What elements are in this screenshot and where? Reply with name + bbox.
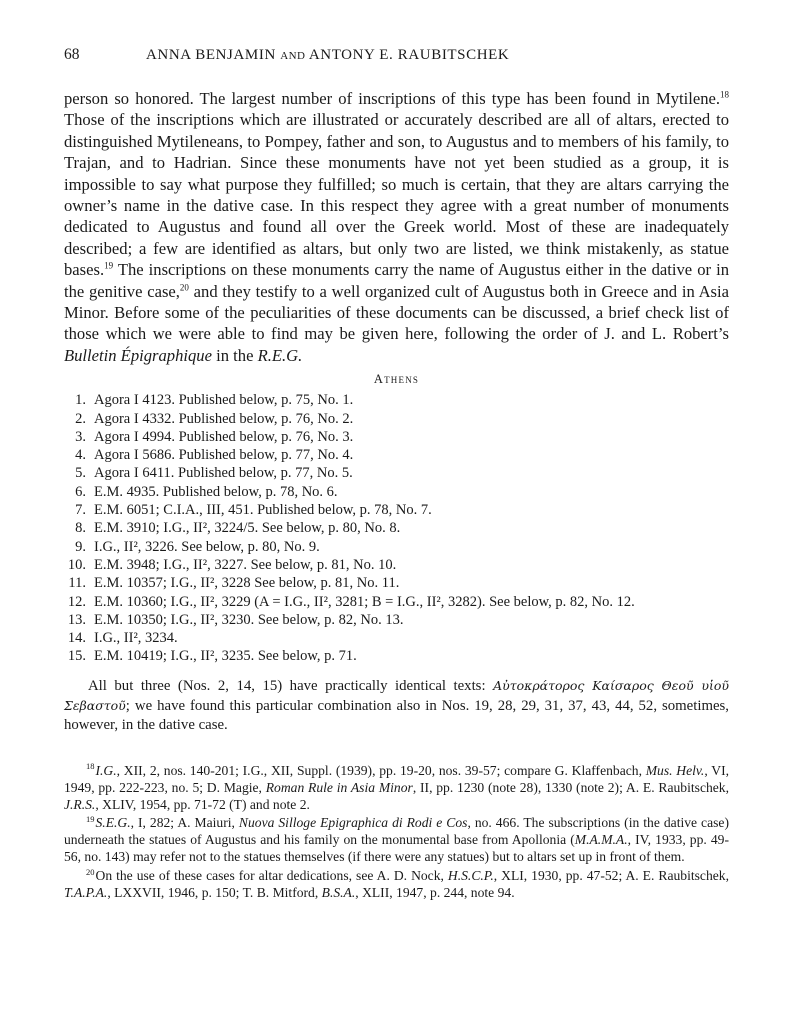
body-text-5: in the (211, 345, 258, 365)
footnote-number: 20 (86, 866, 95, 877)
running-head-author-2: ANTONY E. RAUBITSCHEK (308, 47, 510, 63)
footnote-text: , LXXVII, 1946, p. 150; T. B. Mitford, (107, 885, 322, 901)
checklist-item-text: Agora I 6411. Published below, p. 77, No. 5. (94, 465, 353, 482)
checklist-item (64, 446, 729, 464)
checklist-item-number: 3. (75, 428, 86, 445)
footnote-text: , I, 282; A. Maiuri, (130, 815, 239, 831)
checklist-item-number: 11. (68, 575, 86, 592)
checklist-item-number: 14. (67, 630, 86, 647)
body-text-2: Those of the inscriptions which are illustrated or accurately described are all of altars, erected to distinguished Mytileneans, to Pompey, father and son, to Augustus and to members of his family, to Trajan, and to Hadrian. Since these monuments have not yet been studied as a group, it is impossible to say what purpose they fulfilled; so much is certain, that they are altars carrying the owner’s name in the dative case. In this respect they agree with a great number of monuments dedicated to Augustus and found all over the Greek world. Most of these are inadequately described; a few are identified as altars, but only two are listed, we think mistakenly, as statue bases. (64, 110, 729, 280)
checklist-item-text: E.M. 4935. Published below, p. 78, No. 6. (94, 483, 338, 500)
footnote-text: , XLII, 1947, p. 244, note 94. (355, 885, 515, 901)
checklist-item (64, 647, 729, 665)
checklist-item-number: 7. (75, 502, 86, 519)
summary-text-1: All but three (Nos. 2, 14, 15) have practically identical texts: (88, 677, 494, 694)
footnote-20 (64, 868, 729, 902)
footnote-citation: M.A.M.A. (574, 832, 628, 848)
footnote-text: , XII, 2, nos. 140-201; I.G., XII, Suppl. (1939), pp. 19-20, nos. 39-57; compare G. Klaffenbach, (116, 762, 646, 778)
greek-inscription-text: Αὐτοκράτορος Καίσαρος Θεοῦ υἱοῦ Σεβαστοῦ (64, 677, 729, 713)
checklist-item-text: Agora I 5686. Published below, p. 77, No. 4. (94, 447, 354, 464)
page-header (64, 46, 729, 76)
body-text-4: and they testify to a well organized cult of Augustus both in Greece and in Asia Minor. Before some of the peculiarities of these documents can be discussed, a brief check list of those which we were able to find may be given here, following the order of J. and L. Robert’s (64, 281, 729, 344)
running-head (146, 47, 509, 64)
checklist-item-text: I.G., II², 3234. (94, 630, 178, 647)
checklist (64, 391, 729, 665)
page (64, 46, 729, 904)
footnote-number: 18 (86, 761, 95, 772)
journal-title-bulletin: Bulletin Épigraphique (64, 345, 212, 365)
checklist-item (64, 501, 729, 519)
checklist-item (64, 391, 729, 409)
checklist-item-text: Agora I 4332. Published below, p. 76, No. 2. (94, 410, 354, 427)
footnote-text: , no. 466. The subscriptions (in the dative case) underneath the statues of Augustus and his family on the monumental base from Apollonia ( (64, 815, 729, 848)
summary-text-2: ; we have found this particular combination also in Nos. 19, 28, 29, 31, 37, 43, 44, 52, sometimes, however, in the dative case. (64, 697, 729, 733)
footnote-text: , XLI, 1930, pp. 47-52; A. E. Raubitschek, (493, 868, 729, 884)
checklist-item-number: 4. (75, 447, 86, 464)
checklist-item-text: E.M. 10357; I.G., II², 3228 See below, p. 81, No. 11. (94, 575, 400, 592)
footnote-ref-20: 20 (179, 282, 189, 293)
checklist-item-text: Agora I 4123. Published below, p. 75, No. 1. (94, 392, 354, 409)
running-head-author-1: ANNA BENJAMIN (146, 47, 276, 63)
checklist-item (64, 611, 729, 629)
body-text-3: The inscriptions on these monuments carry the name of Augustus either in the dative or in the genitive case, (64, 260, 729, 301)
footnote-ref-19: 19 (104, 260, 114, 271)
running-head-and: AND (280, 50, 306, 62)
checklist-item-text: Agora I 4994. Published below, p. 76, No. 3. (94, 428, 354, 445)
page-number: 68 (64, 46, 80, 63)
checklist-item-text: E.M. 10360; I.G., II², 3229 (A = I.G., II², 3281; B = I.G., II², 3282). See below, p. 82, No. 12. (94, 593, 635, 610)
footnote-number: 19 (86, 813, 95, 824)
footnote-text: , XLIV, 1954, pp. 71-72 (T) and note 2. (95, 796, 310, 812)
checklist-item-number: 6. (75, 483, 86, 500)
checklist-item-number: 2. (75, 410, 86, 427)
footnote-18 (64, 763, 729, 814)
checklist-item (64, 428, 729, 446)
checklist-item-text: E.M. 3948; I.G., II², 3227. See below, p. 81, No. 10. (94, 556, 397, 573)
checklist-item (64, 574, 729, 592)
footnote-citation: Roman Rule in Asia Minor (265, 779, 413, 795)
checklist-item (64, 410, 729, 428)
checklist-item (64, 538, 729, 556)
checklist-item-text: I.G., II², 3226. See below, p. 80, No. 9. (94, 538, 320, 555)
summary-paragraph (64, 676, 729, 735)
footnote-text: On the use of these cases for altar dedications, see A. D. Nock, (95, 868, 448, 884)
section-heading-athens: Athens (373, 372, 420, 387)
body-paragraph (64, 88, 729, 366)
footnote-citation: J.R.S. (64, 796, 96, 812)
checklist-item-number: 5. (75, 465, 86, 482)
body-text-1: person so honored. The largest number of inscriptions of this type has been found in Mytilene. (64, 89, 720, 108)
footnote-citation: B.S.A. (321, 885, 356, 901)
checklist-item-number: 13. (67, 611, 86, 628)
checklist-item (64, 483, 729, 501)
footnote-ref-18: 18 (720, 89, 729, 100)
journal-title-reg: R.E.G. (257, 345, 303, 365)
footnote-citation: S.E.G. (95, 815, 131, 831)
checklist-item-number: 9. (75, 538, 86, 555)
checklist-item-text: E.M. 10419; I.G., II², 3235. See below, p. 71. (94, 648, 357, 665)
checklist-item (64, 519, 729, 537)
checklist-item-number: 15. (67, 648, 86, 665)
checklist-item (64, 629, 729, 647)
checklist-item (64, 464, 729, 482)
footnote-text: , II, pp. 1230 (note 28), 1330 (note 2); A. E. Raubitschek, (412, 779, 730, 795)
checklist-item-number: 12. (67, 593, 86, 610)
footnote-19 (64, 815, 729, 866)
footnote-citation: I.G. (95, 762, 117, 778)
footnote-citation: T.A.P.A. (64, 885, 108, 901)
footnote-text: , IV, 1933, pp. 49-56, no. 143) may refer not to the statues themselves (if there were any statues) but to altars set up in front of them. (64, 832, 729, 865)
checklist-item-text: E.M. 10350; I.G., II², 3230. See below, p. 82, No. 13. (94, 611, 404, 628)
checklist-item-text: E.M. 3910; I.G., II², 3224/5. See below, p. 80, No. 8. (94, 520, 401, 537)
checklist-item-number: 8. (75, 520, 86, 537)
checklist-item-number: 10. (67, 556, 86, 573)
footnotes (64, 763, 729, 902)
footnote-text: , VI, 1949, pp. 222-223, no. 5; D. Magie, (64, 762, 729, 795)
checklist-item-number: 1. (75, 392, 86, 409)
footnote-citation: H.S.C.P. (447, 868, 494, 884)
footnote-citation: Mus. Helv. (645, 762, 705, 778)
checklist-item (64, 556, 729, 574)
checklist-item-text: E.M. 6051; C.I.A., III, 451. Published below, p. 78, No. 7. (94, 502, 432, 519)
checklist-item (64, 593, 729, 611)
footnote-citation: Nuova Silloge Epigraphica di Rodi e Cos (238, 815, 468, 831)
